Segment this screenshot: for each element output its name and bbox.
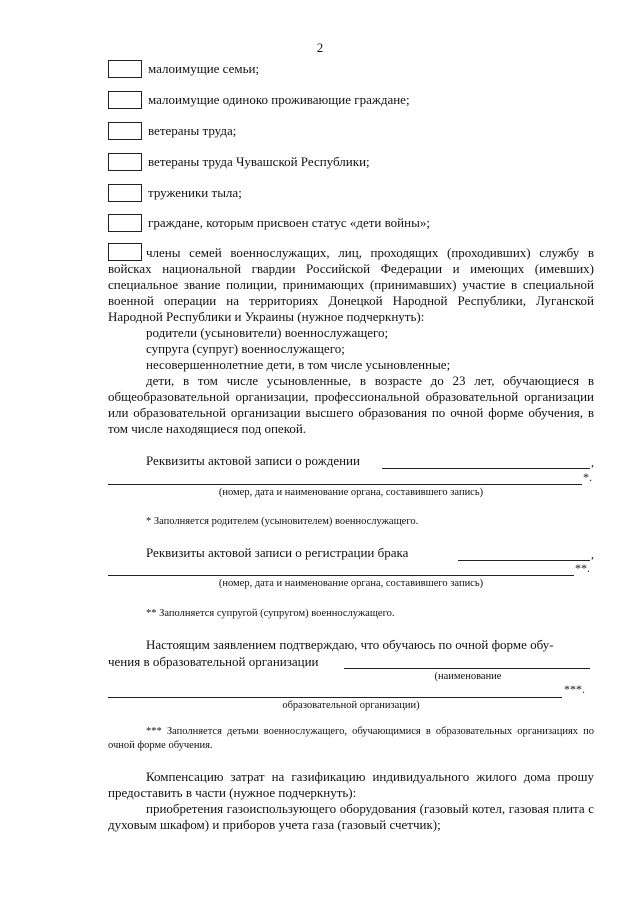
category-label: граждане, которым присвоен статус «дети войны»; bbox=[148, 215, 430, 230]
marriage-record-field[interactable] bbox=[458, 560, 590, 561]
birth-record-field-line2[interactable] bbox=[108, 484, 582, 485]
option-minor-children[interactable]: несовершеннолетние дети, в том числе усыновленные; bbox=[146, 357, 451, 372]
birth-record-field[interactable] bbox=[382, 468, 590, 469]
checkbox[interactable] bbox=[108, 60, 142, 78]
comma: , bbox=[591, 547, 594, 561]
category-label: малоимущие семьи; bbox=[148, 61, 260, 76]
military-family-text: члены семей военнослужащих, лиц, проходящих (проходивших) службу в войсках национальной гвардии Российской Федерации и имеющих (имевших) специальное звание полиции, принимающих (принимавших) участие в специальной военной операции на территориях Донецкой Народной Республики, Луганской Народной Республики и Украины (нужное подчеркнуть): bbox=[108, 245, 594, 324]
option-parents[interactable]: родители (усыновители) военнослужащего; bbox=[146, 325, 389, 340]
option-students-under-23[interactable]: дети, в том числе усыновленные, в возрасте до 23 лет, обучающиеся в общеобразовательной организации, профессиональной образовательной организации или образовательной организации высшего образования по очной форме обучения, в том числе находящиеся под опекой. bbox=[108, 373, 594, 436]
study-footnote: *** Заполняется детьми военнослужащего, обучающимися в образовательных организациях по очной форме обучения. bbox=[108, 726, 594, 751]
compensation-section bbox=[108, 769, 594, 833]
birth-record-marker: *. bbox=[583, 470, 592, 484]
checkbox[interactable] bbox=[108, 184, 142, 202]
institution-name-field-line2[interactable] bbox=[108, 697, 562, 698]
birth-record-footnote: * Заполняется родителем (усыновителем) военнослужащего. bbox=[146, 516, 419, 527]
marriage-record-footnote: ** Заполняется супругой (супругом) военнослужащего. bbox=[146, 608, 395, 619]
study-confirmation-line1: Настоящим заявлением подтверждаю, что обучаюсь по очной форме обу- bbox=[146, 637, 554, 652]
checkbox[interactable] bbox=[108, 91, 142, 109]
institution-name-field[interactable] bbox=[344, 668, 590, 669]
institution-caption-2: образовательной организации) bbox=[282, 700, 420, 711]
institution-caption-1: (наименование bbox=[434, 671, 502, 682]
study-marker: ***. bbox=[564, 682, 585, 696]
marriage-record-field-line2[interactable] bbox=[108, 575, 574, 576]
study-confirmation-line2: чения в образовательной организации bbox=[108, 654, 319, 669]
comma: , bbox=[591, 455, 594, 469]
category-label: труженики тыла; bbox=[148, 185, 242, 200]
marriage-record-marker: **. bbox=[575, 561, 590, 575]
checkbox[interactable] bbox=[108, 153, 142, 171]
category-label: малоимущие одиноко проживающие граждане; bbox=[148, 92, 410, 107]
compensation-text: Компенсацию затрат на газификацию индивидуального жилого дома прошу предоставить в части (нужное подчеркнуть): bbox=[108, 769, 594, 800]
checkbox[interactable] bbox=[108, 122, 142, 140]
birth-record-label: Реквизиты актовой записи о рождении bbox=[146, 453, 360, 468]
birth-record-caption: (номер, дата и наименование органа, составившего запись) bbox=[218, 487, 484, 498]
military-family-paragraph bbox=[108, 243, 594, 325]
category-label: ветераны труда Чувашской Республики; bbox=[148, 154, 370, 169]
military-family-section bbox=[108, 243, 594, 437]
option-spouse[interactable]: супруга (супруг) военнослужащего; bbox=[146, 341, 345, 356]
checkbox[interactable] bbox=[108, 243, 142, 261]
checkbox[interactable] bbox=[108, 214, 142, 232]
compensation-option-equipment[interactable]: приобретения газоиспользующего оборудования (газовый котел, газовая плита с духовым шкафом) и приборов учета газа (газовый счетчик); bbox=[108, 801, 594, 832]
page-number: 2 bbox=[316, 40, 324, 55]
marriage-record-caption: (номер, дата и наименование органа, составившего запись) bbox=[218, 578, 484, 589]
category-label: ветераны труда; bbox=[148, 123, 237, 138]
marriage-record-label: Реквизиты актовой записи о регистрации брака bbox=[146, 545, 409, 560]
